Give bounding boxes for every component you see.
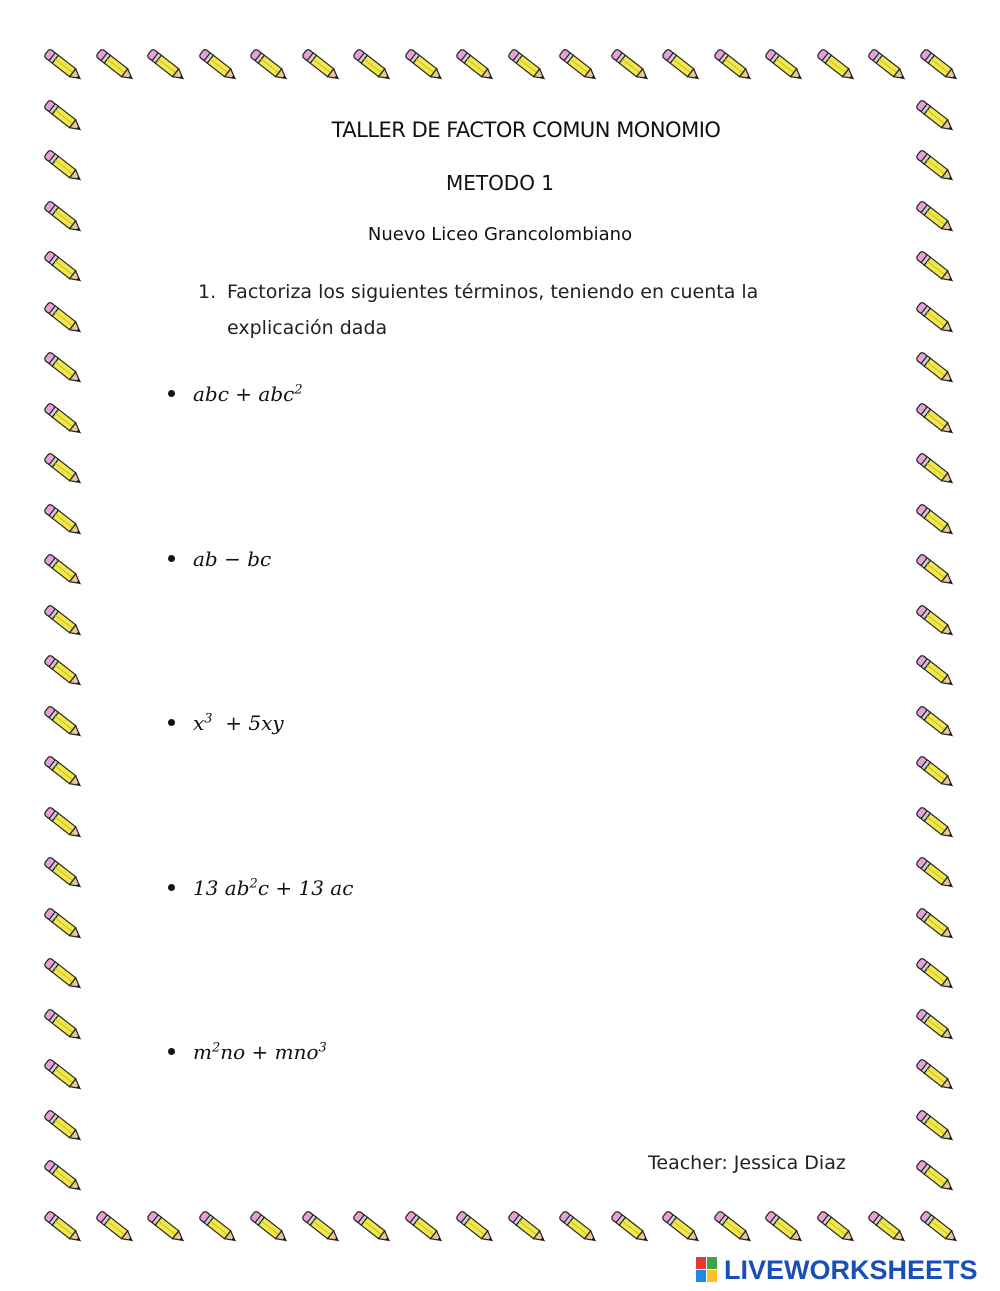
pencil-icon — [912, 598, 960, 646]
pencil-icon — [864, 1204, 912, 1252]
pencil-icon — [912, 1052, 960, 1100]
pencil-icon — [40, 244, 88, 292]
pencil-icon — [40, 699, 88, 747]
pencil-icon — [912, 244, 960, 292]
instruction-number: 1. — [198, 281, 217, 303]
pencil-icon — [40, 1052, 88, 1100]
pencil-icon — [864, 42, 912, 90]
pencil-icon — [912, 699, 960, 747]
pencil-icon — [555, 42, 603, 90]
pencil-icon — [916, 42, 964, 90]
pencil-icon — [401, 1204, 449, 1252]
page-title: TALLER DE FACTOR COMUN MONOMIO — [331, 118, 721, 142]
exercise-5: $m^2no + mno^3$ — [168, 1040, 327, 1074]
pencil-icon — [40, 446, 88, 494]
pencil-icon — [195, 1204, 243, 1252]
pencil-icon — [401, 42, 449, 90]
pencil-icon — [40, 749, 88, 797]
pencil-icon — [246, 42, 294, 90]
pencil-icon — [504, 1204, 552, 1252]
pencil-icon — [40, 295, 88, 343]
exercise-3: $x^3 + 5xy$ — [168, 711, 284, 745]
bullet-icon — [168, 884, 175, 891]
pencil-icon — [813, 1204, 861, 1252]
pencil-icon — [912, 1103, 960, 1151]
pencil-icon — [349, 1204, 397, 1252]
pencil-icon — [912, 648, 960, 696]
pencil-icon — [298, 42, 346, 90]
pencil-icon — [143, 1204, 191, 1252]
pencil-icon — [40, 547, 88, 595]
brand-name: LIVEWORKSHEETS — [724, 1254, 978, 1285]
bullet-icon — [168, 390, 175, 397]
instruction-text: Factoriza los siguientes términos, teniendo en cuenta la explicación dada — [227, 281, 759, 339]
pencil-icon — [912, 749, 960, 797]
pencil-icon — [607, 1204, 655, 1252]
pencil-icon — [912, 1002, 960, 1050]
pencil-icon — [40, 951, 88, 999]
pencil-icon — [40, 396, 88, 444]
pencil-icon — [40, 1204, 88, 1252]
pencil-icon — [40, 1103, 88, 1151]
pencil-icon — [40, 1153, 88, 1201]
teacher-name: Teacher: Jessica Diaz — [648, 1152, 846, 1174]
pencil-icon — [912, 345, 960, 393]
bullet-icon — [168, 719, 175, 726]
pencil-icon — [912, 446, 960, 494]
pencil-icon — [658, 1204, 706, 1252]
method-subtitle: METODO 1 — [445, 171, 555, 195]
pencil-icon — [92, 1204, 140, 1252]
pencil-icon — [195, 42, 243, 90]
pencil-icon — [298, 1204, 346, 1252]
pencil-icon — [40, 42, 88, 90]
pencil-icon — [912, 1153, 960, 1201]
pencil-icon — [607, 42, 655, 90]
pencil-icon — [452, 1204, 500, 1252]
pencil-icon — [658, 42, 706, 90]
pencil-icon — [452, 42, 500, 90]
pencil-icon — [813, 42, 861, 90]
pencil-icon — [40, 850, 88, 898]
liveworksheets-icon — [696, 1257, 718, 1283]
pencil-icon — [710, 1204, 758, 1252]
pencil-icon — [912, 800, 960, 848]
pencil-icon — [40, 497, 88, 545]
pencil-icon — [504, 42, 552, 90]
pencil-icon — [912, 295, 960, 343]
pencil-icon — [349, 42, 397, 90]
pencil-icon — [40, 800, 88, 848]
pencil-icon — [40, 598, 88, 646]
pencil-icon — [912, 497, 960, 545]
bullet-icon — [168, 1048, 175, 1055]
pencil-icon — [92, 42, 140, 90]
pencil-icon — [40, 345, 88, 393]
exercise-4: 13 $ab^2c + 13$ ac — [168, 876, 353, 910]
pencil-icon — [912, 901, 960, 949]
pencil-icon — [912, 951, 960, 999]
pencil-icon — [710, 42, 758, 90]
liveworksheets-logo[interactable] — [696, 1253, 978, 1287]
pencil-icon — [143, 42, 191, 90]
school-name: Nuevo Liceo Grancolombiano — [367, 224, 633, 245]
pencil-icon — [912, 850, 960, 898]
pencil-icon — [916, 1204, 964, 1252]
pencil-icon — [761, 1204, 809, 1252]
pencil-icon — [912, 396, 960, 444]
pencil-icon — [246, 1204, 294, 1252]
pencil-icon — [761, 42, 809, 90]
pencil-icon — [912, 547, 960, 595]
pencil-icon — [40, 648, 88, 696]
exercise-2: ab − bc — [168, 547, 271, 581]
instruction — [198, 274, 818, 346]
pencil-icon — [40, 901, 88, 949]
pencil-icon — [40, 1002, 88, 1050]
bullet-icon — [168, 555, 175, 562]
exercise-1: abc + abc$^2$ — [168, 382, 303, 416]
pencil-icon — [555, 1204, 603, 1252]
